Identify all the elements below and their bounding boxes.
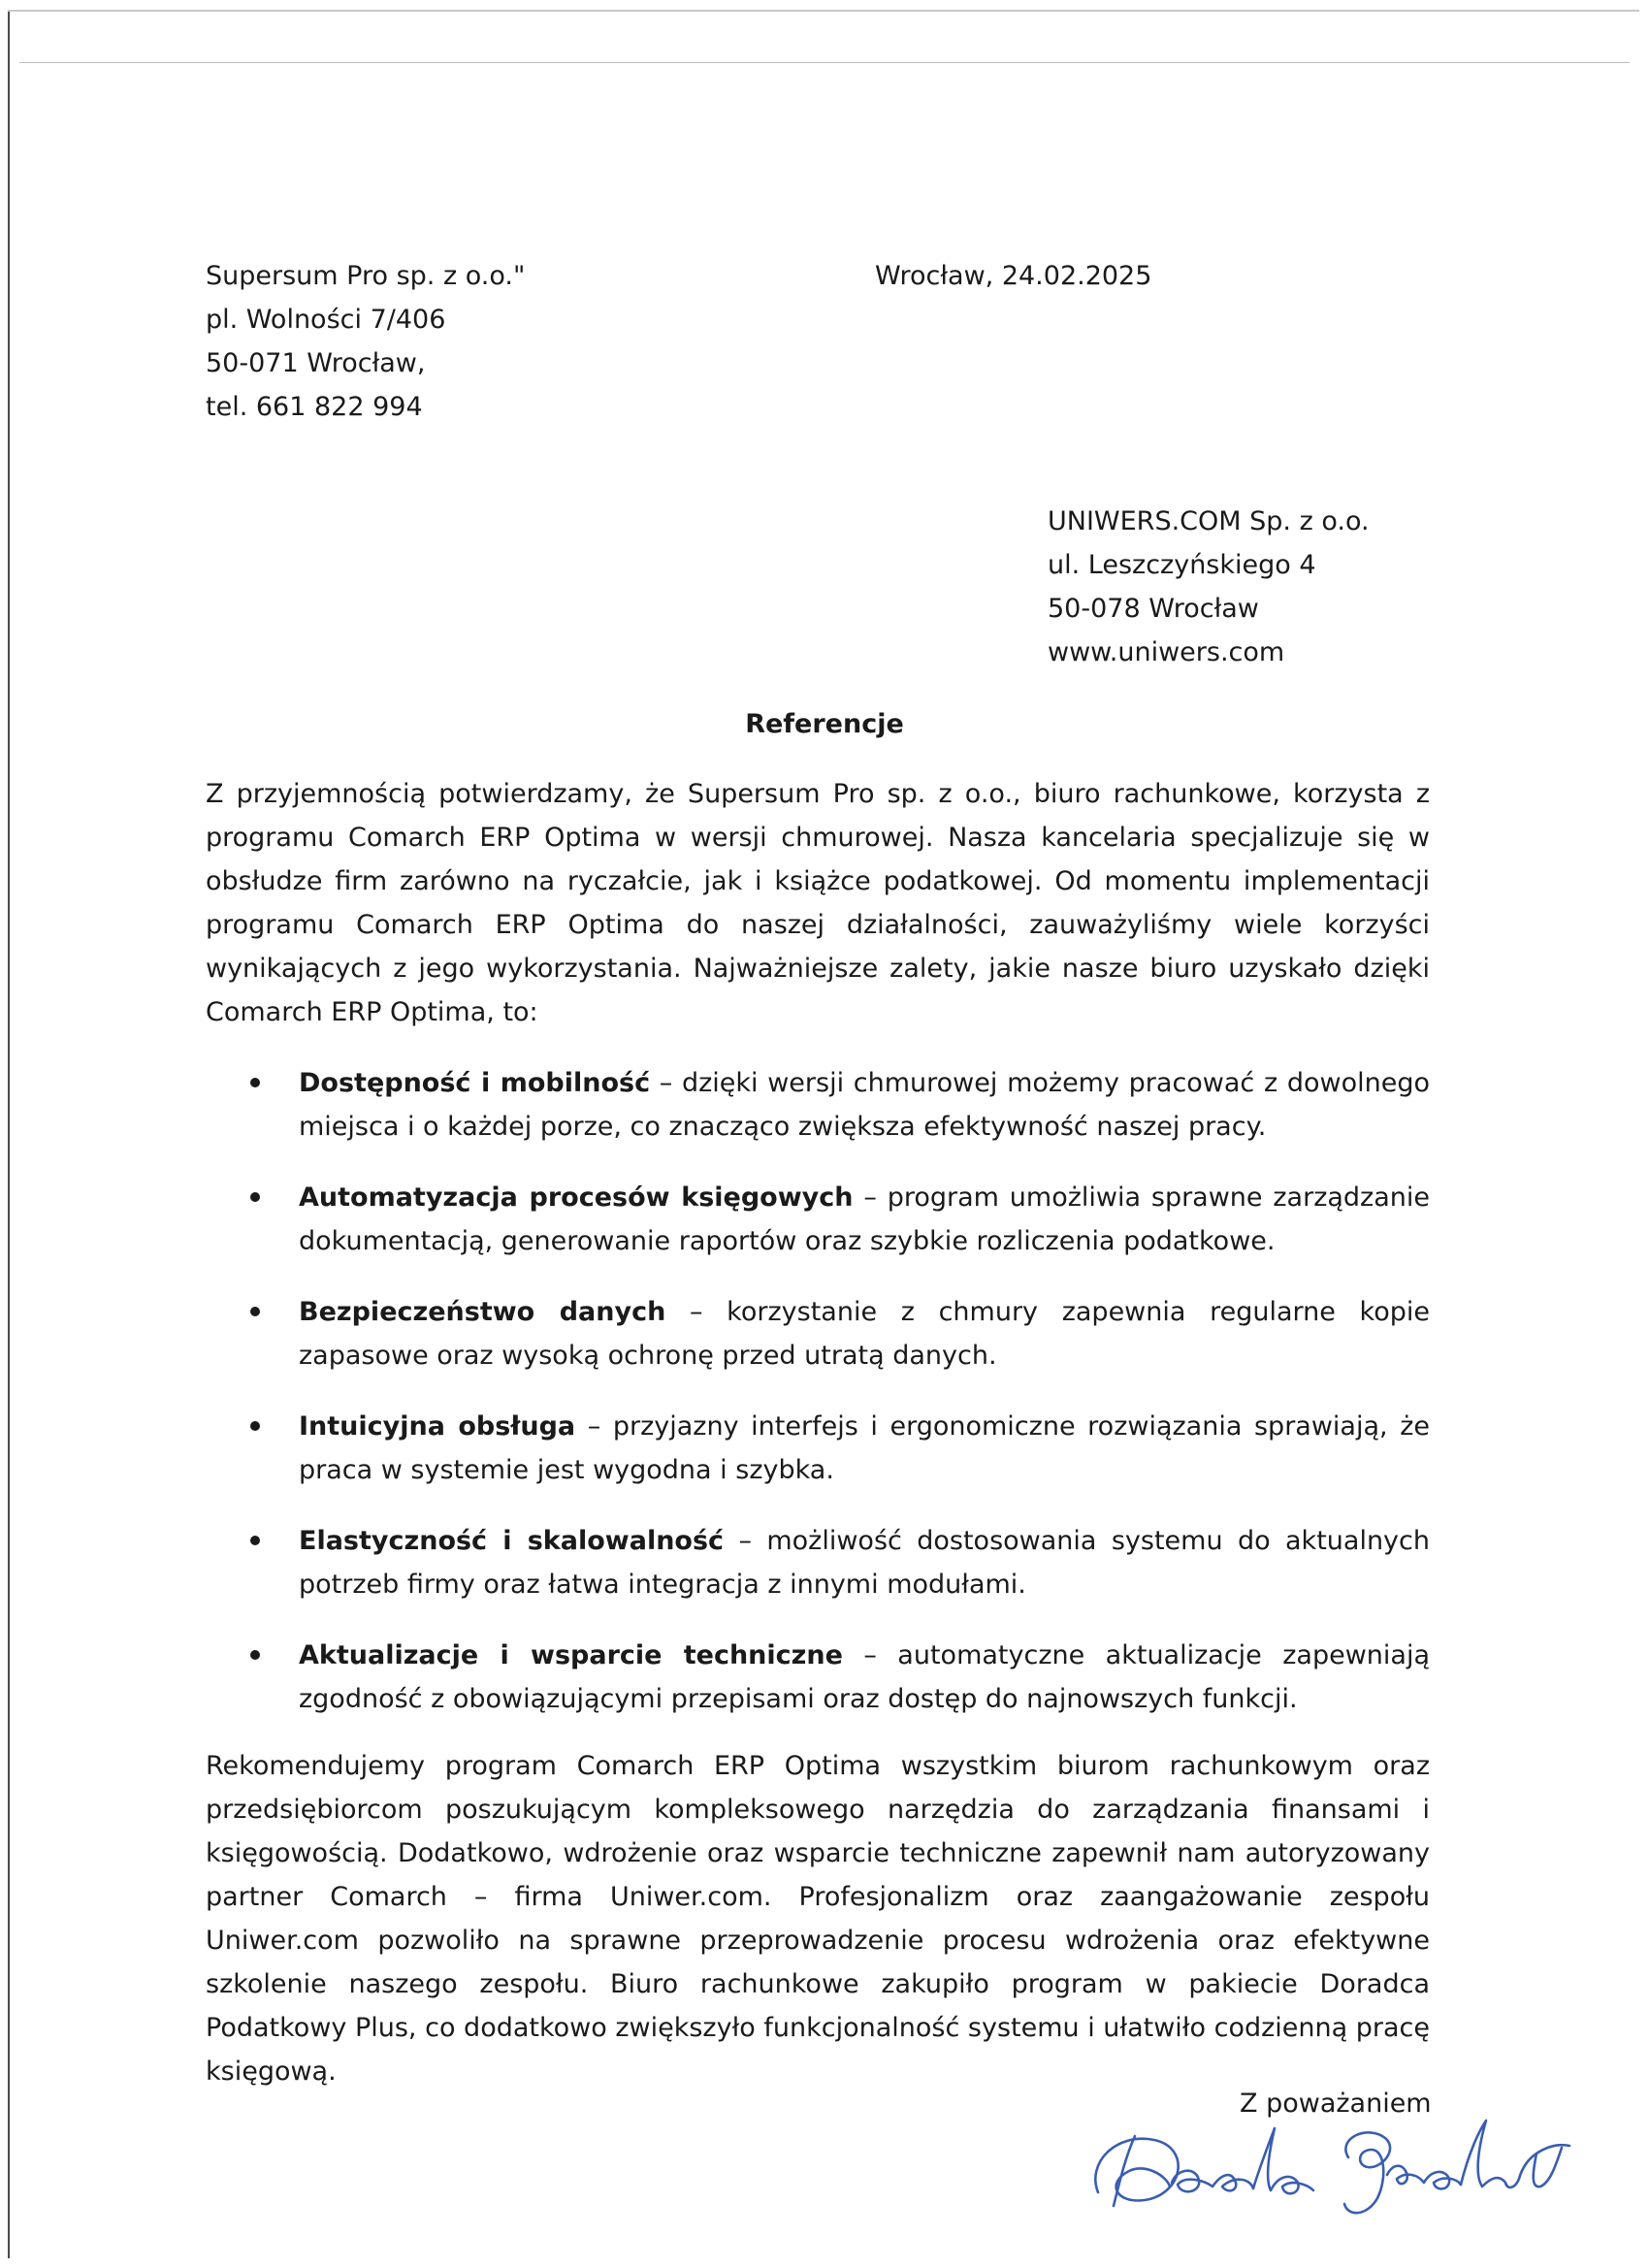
sender-line: Supersum Pro sp. z o.o." [206, 261, 526, 291]
bullet-icon [250, 1078, 260, 1087]
benefit-text: – korzystanie z chmury zapewnia regularne kopie zapasowe oraz wysoką ochronę przed utratą danych. [299, 1297, 1430, 1371]
signature-stroke [1387, 2166, 1461, 2189]
benefit-item [206, 1405, 1430, 1492]
signature-stroke [1253, 2128, 1313, 2193]
benefit-text: – automatyczne aktualizacje zapewniają zgodność z obowiązującymi przepisami oraz dostęp do najnowszych funkcji. [299, 1640, 1430, 1714]
benefit-term: Aktualizacje i wsparcie techniczne [299, 1640, 843, 1670]
benefit-term: Elastyczność i skalowalność [299, 1526, 725, 1556]
recipient-address [1048, 500, 1552, 674]
closing-paragraph: Rekomendujemy program Comarch ERP Optima wszystkim biurom rachunkowym oraz przedsiębiorcom poszukującym kompleksowego narzędzia do zarządzania finansami i księgowością. Dodatkowo, wdrożenie oraz wsparcie techniczne zapewnił nam autoryzowany partner Comarch – firma Uniwer.com. Profesjonalizm oraz zaangażowanie zespołu Uniwer.com pozwoliło na sprawne przeprowadzenie procesu wdrożenia oraz efektywne szkolenie naszego zespołu. Biuro rachunkowe zakupiło program w pakiecie Doradca Podatkowy Plus, co dodatkowo zwiększyło funkcjonalność systemu i ułatwiło codzienną pracę księgową. [206, 1751, 1430, 2087]
sender-line: pl. Wolności 7/406 [206, 305, 446, 335]
sender-line: tel. 661 822 994 [206, 392, 423, 422]
bullet-icon [250, 1536, 260, 1545]
benefit-item [206, 1176, 1430, 1263]
signature-strokes [1095, 2121, 1569, 2213]
benefit-item [206, 1519, 1430, 1606]
sender-line: 50-071 Wrocław, [206, 348, 426, 378]
signature-stroke [1536, 2145, 1569, 2154]
intro-paragraph: Z przyjemnością potwierdzamy, że Supersum Pro sp. z o.o., biuro rachunkowe, korzysta z programu Comarch ERP Optima w wersji chmurowej. Nasza kancelaria specjalizuje się w obsłudze firm zarówno na ryczałcie, jak i książce podatkowej. Od momentu implementacji programu Comarch ERP Optima do naszej działalności, zauważyliśmy wiele korzyści wynikających z jego wykorzystania. Najważniejsze zalety, jakie nasze biuro uzyskało dzięki Comarch ERP Optima, to: [206, 779, 1430, 1027]
benefit-item [206, 1290, 1430, 1377]
bullet-icon [250, 1192, 260, 1202]
benefit-text: – przyjazny interfejs i ergonomiczne rozwiązania sprawiają, że praca w systemie jest wygodna i szybka. [299, 1411, 1430, 1485]
bullet-icon [250, 1650, 260, 1660]
bullet-icon [250, 1307, 260, 1316]
recipient-line: www.uniwers.com [1048, 637, 1285, 667]
benefit-term: Bezpieczeństwo danych [299, 1297, 666, 1327]
signature-stroke [1344, 2132, 1390, 2213]
bullet-icon [250, 1421, 260, 1431]
signature-stroke [1461, 2121, 1562, 2187]
benefit-item [206, 1061, 1430, 1149]
benefit-term: Dostępność i mobilność [299, 1068, 651, 1098]
regards-line: Z poważaniem [1240, 2089, 1432, 2119]
benefit-text: – możliwość dostosowania systemu do aktualnych potrzeb firmy oraz łatwa integracja z innymi modułami. [299, 1526, 1430, 1600]
recipient-line: 50-078 Wrocław [1048, 594, 1259, 624]
signature-stroke [1095, 2139, 1178, 2201]
benefit-term: Automatyzacja procesów księgowych [299, 1183, 854, 1213]
benefit-item [206, 1634, 1430, 1721]
benefit-text: – program umożliwia sprawne zarządzanie dokumentacją, generowanie raportów oraz szybkie rozliczenia podatkowe. [299, 1183, 1430, 1256]
benefits-list [206, 1061, 1430, 1748]
sender-address [206, 254, 749, 429]
handwritten-signature [1077, 2086, 1581, 2221]
letter-heading: Referencje [745, 709, 904, 739]
benefit-text: – dzięki wersji chmurowej możemy pracować z dowolnego miejsca i o każdej porze, co znacząco zwiększa efektywność naszej pracy. [299, 1068, 1430, 1142]
signature-stroke [1172, 2171, 1253, 2192]
benefit-term: Intuicyjna obsługa [299, 1411, 576, 1442]
recipient-line: UNIWERS.COM Sp. z o.o. [1048, 506, 1370, 536]
date-line: Wrocław, 24.02.2025 [875, 261, 1152, 291]
recipient-line: ul. Leszczyńskiego 4 [1048, 550, 1316, 580]
